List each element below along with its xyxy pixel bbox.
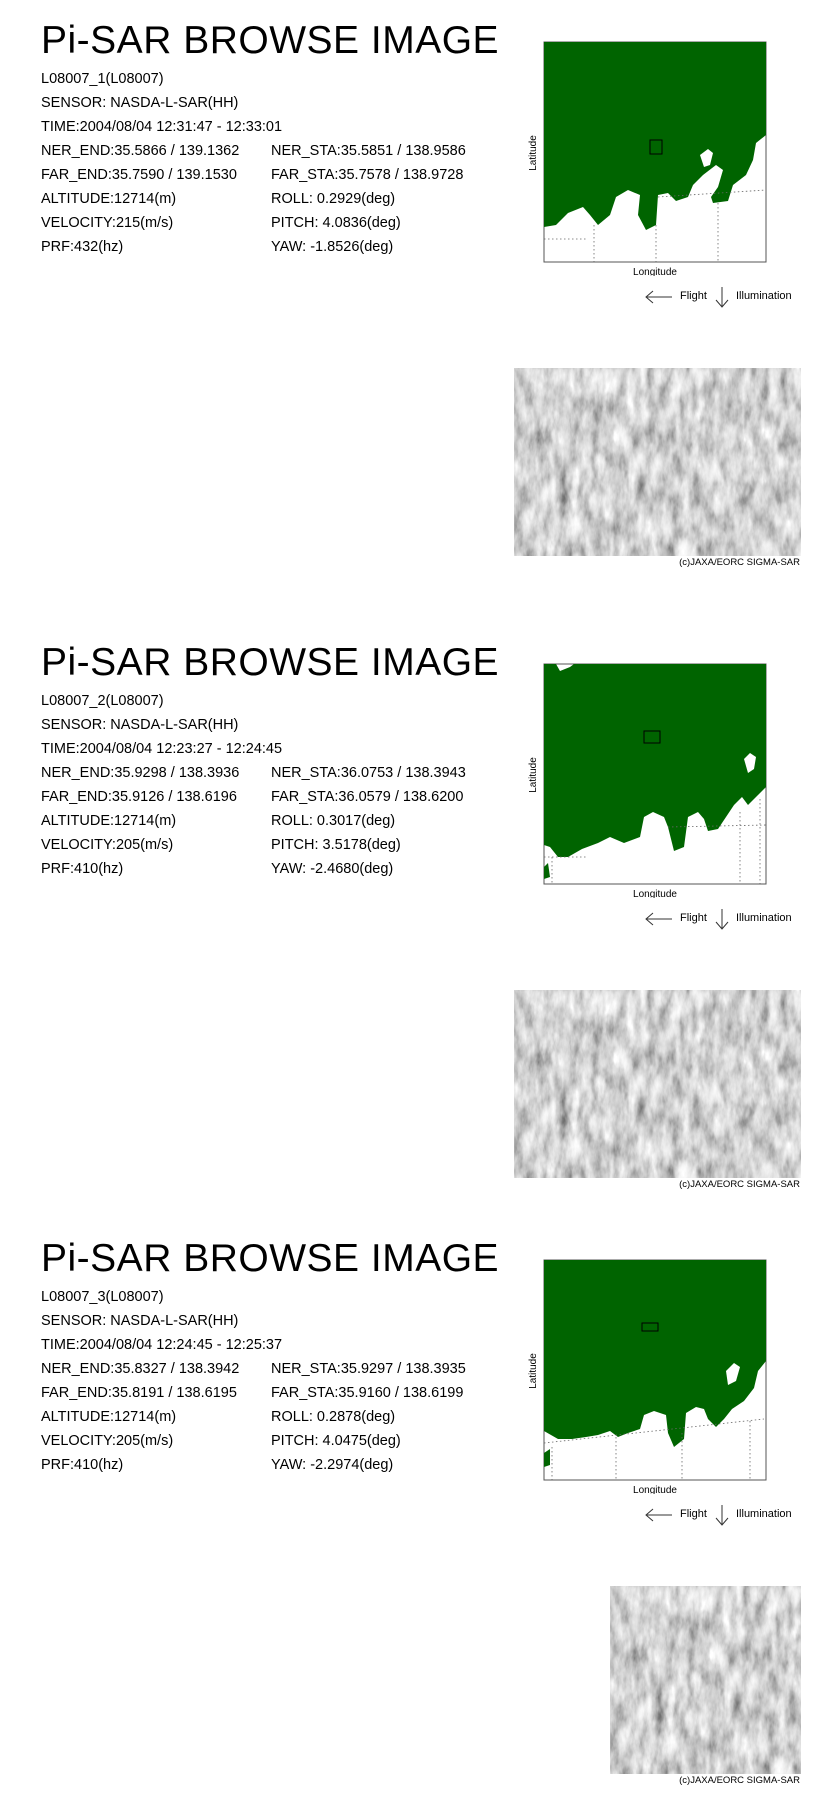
roll-text: ROLL: 0.2929(deg) (271, 191, 396, 207)
illumination-arrow-icon (716, 909, 728, 929)
velocity-text: VELOCITY:205(m/s) (41, 1433, 174, 1449)
map-xlabel: Longitude (633, 1485, 677, 1494)
ner-end-text: NER_END:35.8327 / 138.3942 (41, 1361, 240, 1377)
illumination-label: Illumination (736, 912, 792, 924)
ner-end-text: NER_END:35.9298 / 138.3936 (41, 765, 240, 781)
sar-browse-image (514, 990, 801, 1178)
scene-id: L08007_3(L08007) (41, 1289, 164, 1305)
direction-legend (644, 1503, 804, 1527)
browse-record-3 (0, 1218, 822, 1818)
time-text: TIME:2004/08/04 12:23:27 - 12:24:45 (41, 741, 283, 757)
flight-label: Flight (680, 290, 707, 302)
location-map (528, 647, 802, 898)
illumination-label: Illumination (736, 1508, 792, 1520)
far-sta-text: FAR_STA:35.9160 / 138.6199 (271, 1385, 464, 1401)
location-map (528, 1243, 802, 1494)
credit-text: (c)JAXA/EORC SIGMA-SAR (679, 557, 800, 568)
direction-legend (644, 907, 804, 931)
record-title: Pi-SAR BROWSE IMAGE (41, 641, 500, 684)
map-ylabel: Latitude (528, 1353, 539, 1389)
illumination-label: Illumination (736, 290, 792, 302)
map-ylabel: Latitude (528, 135, 539, 171)
flight-arrow-icon (646, 291, 672, 303)
scene-id: L08007_2(L08007) (41, 693, 164, 709)
yaw-text: YAW: -2.2974(deg) (271, 1457, 394, 1473)
direction-legend (644, 285, 804, 309)
velocity-text: VELOCITY:205(m/s) (41, 837, 174, 853)
far-sta-text: FAR_STA:36.0579 / 138.6200 (271, 789, 464, 805)
yaw-text: YAW: -1.8526(deg) (271, 239, 394, 255)
pitch-text: PITCH: 3.5178(deg) (271, 837, 401, 853)
pitch-text: PITCH: 4.0475(deg) (271, 1433, 401, 1449)
far-sta-text: FAR_STA:35.7578 / 138.9728 (271, 167, 464, 183)
map-xlabel: Longitude (633, 889, 677, 898)
prf-text: PRF:410(hz) (41, 861, 124, 877)
sensor-text: SENSOR: NASDA-L-SAR(HH) (41, 717, 239, 733)
time-text: TIME:2004/08/04 12:24:45 - 12:25:37 (41, 1337, 283, 1353)
altitude-text: ALTITUDE:12714(m) (41, 1409, 177, 1425)
altitude-text: ALTITUDE:12714(m) (41, 191, 177, 207)
flight-label: Flight (680, 912, 707, 924)
far-end-text: FAR_END:35.8191 / 138.6195 (41, 1385, 237, 1401)
prf-text: PRF:432(hz) (41, 239, 124, 255)
far-end-text: FAR_END:35.7590 / 139.1530 (41, 167, 237, 183)
roll-text: ROLL: 0.2878(deg) (271, 1409, 396, 1425)
ner-end-text: NER_END:35.5866 / 139.1362 (41, 143, 240, 159)
altitude-text: ALTITUDE:12714(m) (41, 813, 177, 829)
flight-arrow-icon (646, 913, 672, 925)
sar-browse-image (514, 368, 801, 556)
ner-sta-text: NER_STA:35.9297 / 138.3935 (271, 1361, 466, 1377)
credit-text: (c)JAXA/EORC SIGMA-SAR (679, 1179, 800, 1190)
record-title: Pi-SAR BROWSE IMAGE (41, 19, 500, 62)
flight-arrow-icon (646, 1509, 672, 1521)
location-map (528, 25, 802, 276)
credit-text: (c)JAXA/EORC SIGMA-SAR (679, 1775, 800, 1786)
scene-id: L08007_1(L08007) (41, 71, 164, 87)
sensor-text: SENSOR: NASDA-L-SAR(HH) (41, 1313, 239, 1329)
sensor-text: SENSOR: NASDA-L-SAR(HH) (41, 95, 239, 111)
prf-text: PRF:410(hz) (41, 1457, 124, 1473)
ner-sta-text: NER_STA:36.0753 / 138.3943 (271, 765, 466, 781)
sar-browse-image (610, 1586, 801, 1774)
roll-text: ROLL: 0.3017(deg) (271, 813, 396, 829)
pitch-text: PITCH: 4.0836(deg) (271, 215, 401, 231)
browse-record-1 (0, 0, 822, 600)
flight-label: Flight (680, 1508, 707, 1520)
map-ylabel: Latitude (528, 757, 539, 793)
illumination-arrow-icon (716, 287, 728, 307)
illumination-arrow-icon (716, 1505, 728, 1525)
browse-record-2 (0, 622, 822, 1222)
ner-sta-text: NER_STA:35.5851 / 138.9586 (271, 143, 466, 159)
record-title: Pi-SAR BROWSE IMAGE (41, 1237, 500, 1280)
map-xlabel: Longitude (633, 267, 677, 276)
time-text: TIME:2004/08/04 12:31:47 - 12:33:01 (41, 119, 283, 135)
far-end-text: FAR_END:35.9126 / 138.6196 (41, 789, 237, 805)
yaw-text: YAW: -2.4680(deg) (271, 861, 394, 877)
velocity-text: VELOCITY:215(m/s) (41, 215, 174, 231)
